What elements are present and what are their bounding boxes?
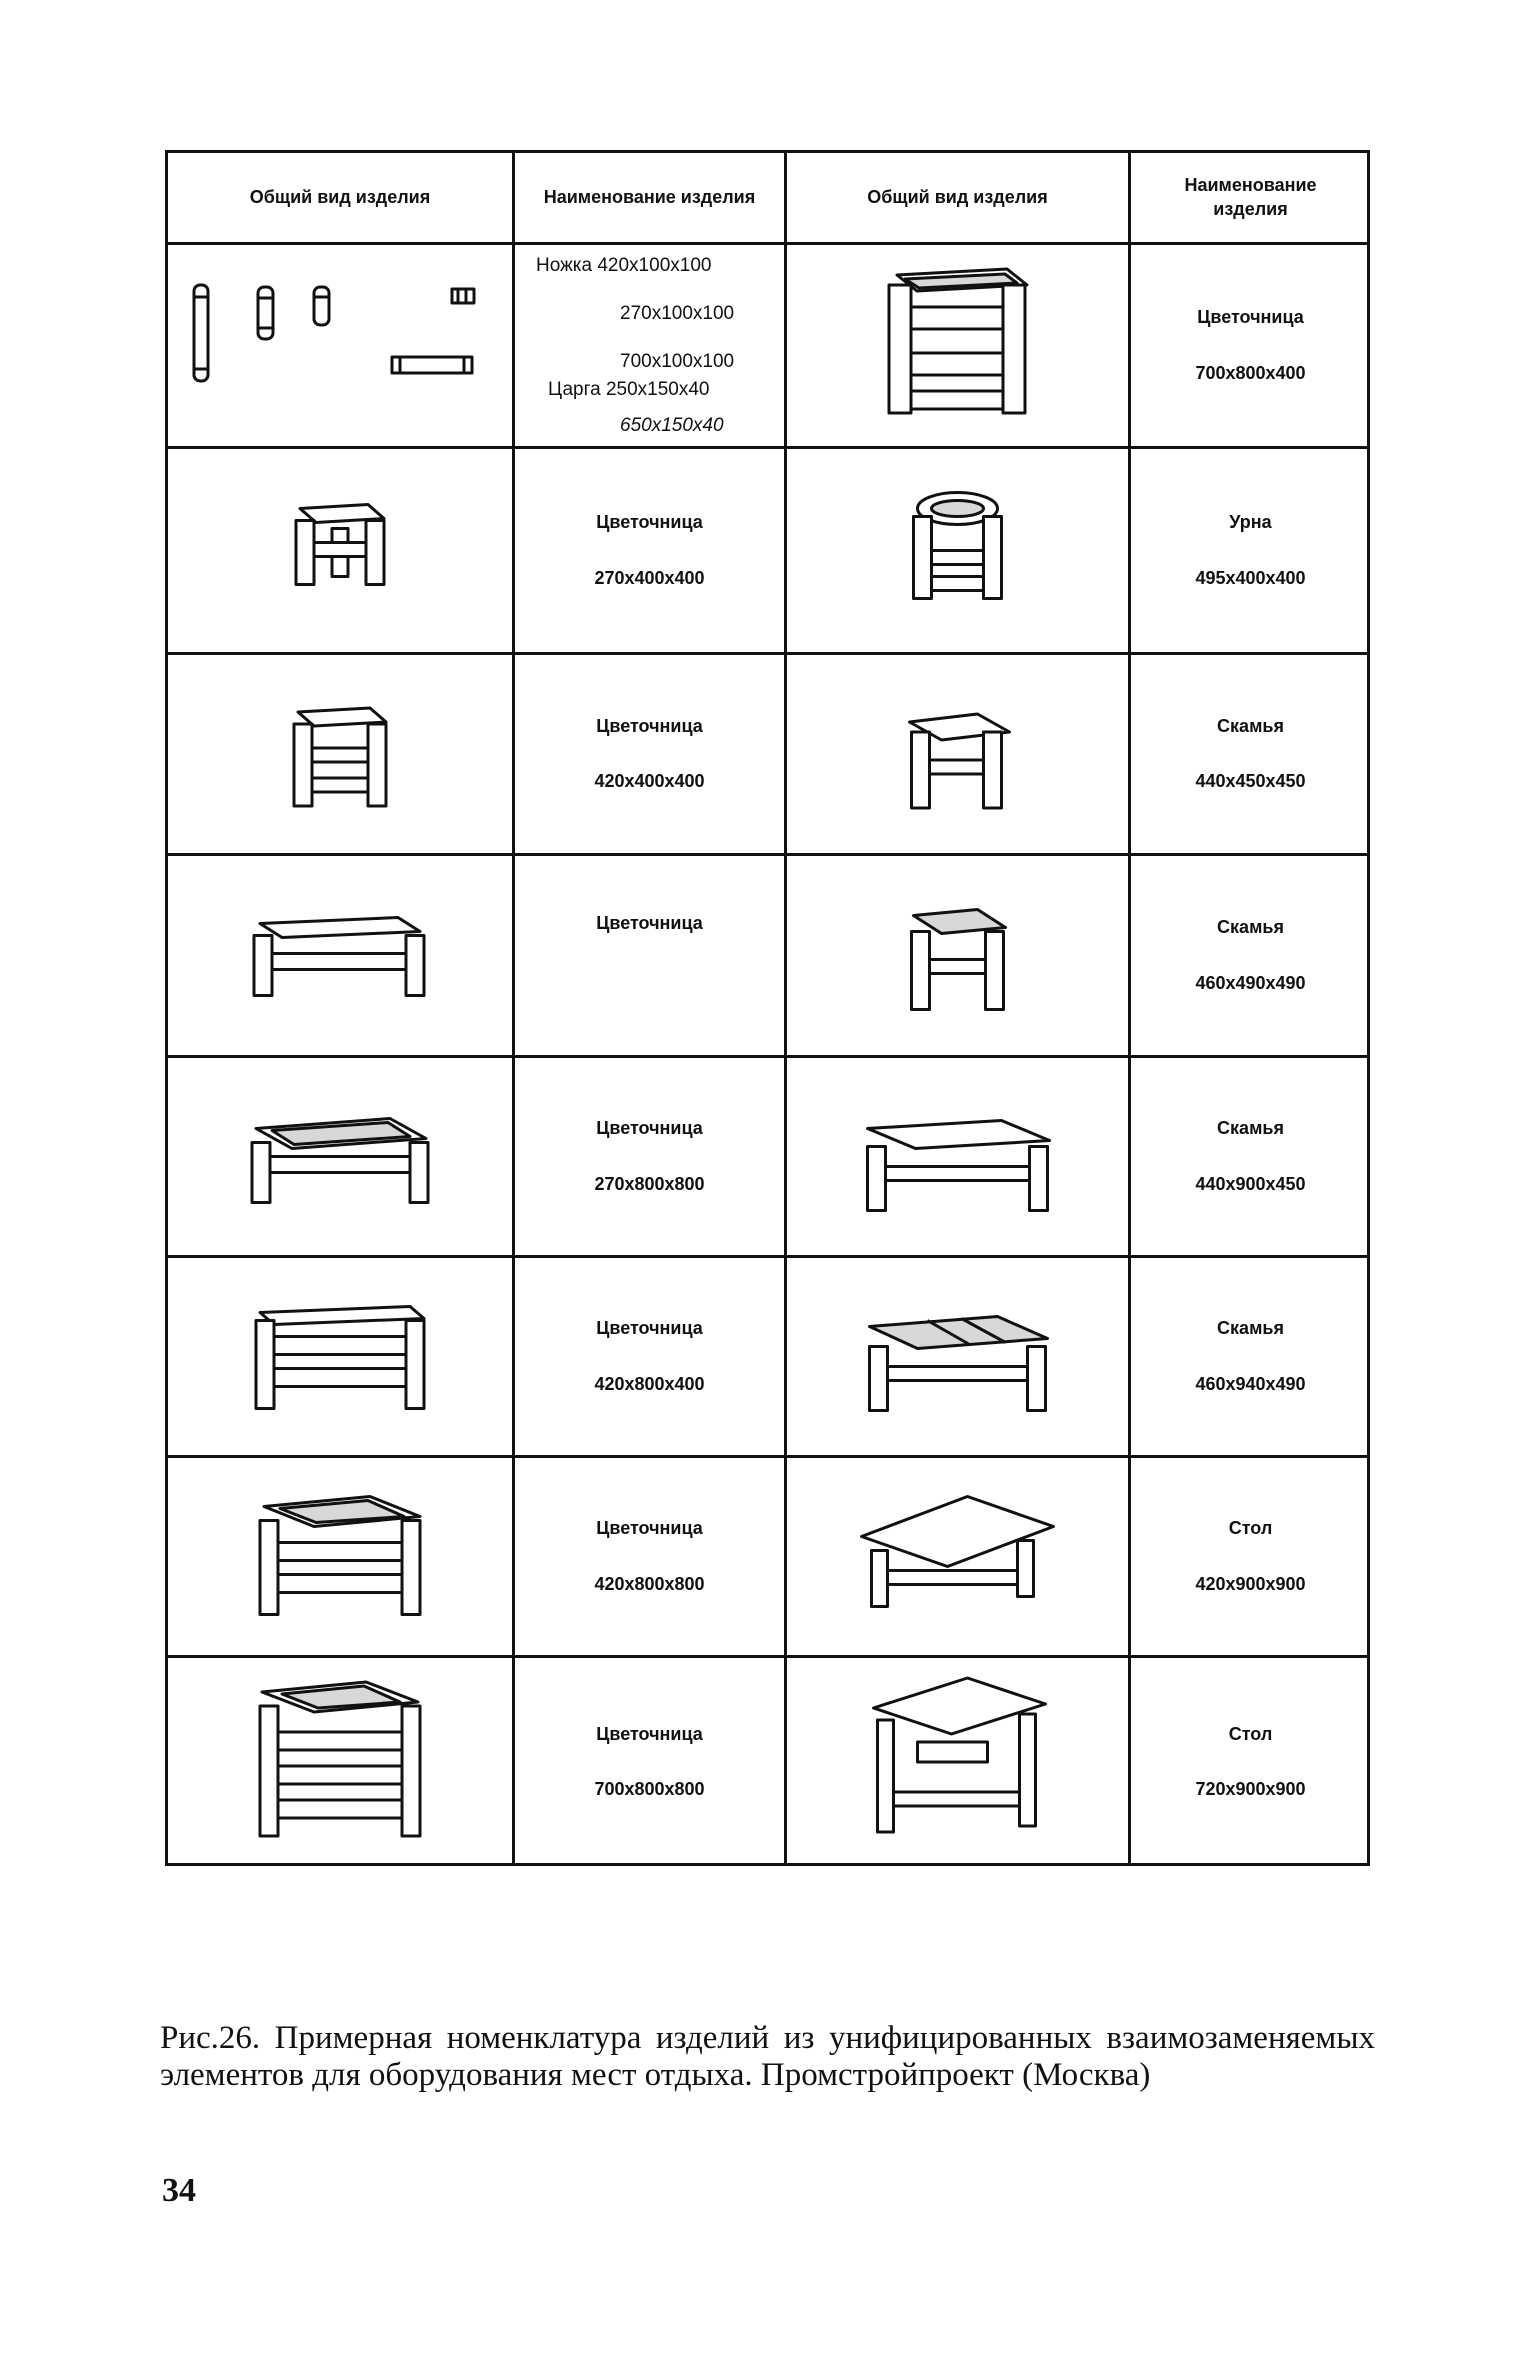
product-label: [1131, 245, 1370, 446]
products-table: [165, 150, 1370, 1866]
header-general-view: [168, 153, 512, 242]
part-rail-label: Царга 250х150х40: [548, 379, 710, 400]
product-size: 460х490х490: [1195, 972, 1306, 993]
product-label: [1131, 1058, 1370, 1255]
product-name: Цветочница: [596, 913, 703, 933]
header-label: Общий вид изделия: [249, 186, 431, 207]
product-size: 700х800х400: [1195, 362, 1306, 383]
product-size: 270х400х400: [594, 567, 705, 588]
product-label: [1131, 449, 1370, 652]
flowerpot-square-icon: [168, 1458, 512, 1655]
header-label: Общий вид изделия: [867, 186, 1048, 207]
page-number: 34: [162, 2172, 196, 2209]
header-general-view-2: [787, 153, 1128, 242]
flowerpot-tall-square-icon: [168, 1658, 512, 1866]
product-size: 420х800х800: [594, 1573, 705, 1594]
flowerpot-wide-icon: [168, 1058, 512, 1255]
product-name: Скамья: [1217, 1118, 1284, 1139]
part-size-label: 270х100х100: [620, 303, 735, 324]
part-size-label: 700х100х100: [620, 351, 735, 372]
product-size: 440х450х450: [1195, 771, 1306, 791]
bench-icon: [787, 1058, 1128, 1255]
product-label: [1131, 1258, 1370, 1455]
header-label: изделия: [1213, 198, 1288, 219]
product-label: [1131, 856, 1370, 1055]
part-leg-label: Ножка 420х100х100: [536, 255, 712, 276]
product-name: Стол: [1228, 1723, 1273, 1744]
product-label: [515, 655, 784, 853]
product-name: Цветочница: [596, 1118, 703, 1139]
product-name: Цветочница: [596, 1518, 703, 1539]
flowerpot-tall-long-icon: [787, 245, 1128, 446]
stool-cushion-icon: [787, 856, 1128, 1055]
product-name: Цветочница: [596, 1723, 703, 1744]
product-size: 270х800х800: [594, 1173, 705, 1194]
product-label: [515, 1458, 784, 1655]
product-name: Цветочница: [596, 715, 703, 736]
product-size: 720х900х900: [1195, 1779, 1306, 1799]
product-name: Урна: [1229, 512, 1272, 533]
flowerpot-trough-icon: [168, 1258, 512, 1455]
product-label: [515, 1658, 784, 1866]
table-low-icon: [787, 1458, 1128, 1655]
product-label: [515, 449, 784, 652]
header-product-name-2: [1131, 153, 1370, 242]
stool-icon: [787, 655, 1128, 853]
product-label: [1131, 655, 1370, 853]
part-size-label: 650х150х40: [620, 415, 724, 436]
urn-icon: [787, 449, 1128, 652]
product-name: Цветочница: [596, 512, 703, 533]
product-size: 460х940х490: [1195, 1373, 1306, 1394]
header-product-name: [515, 153, 784, 242]
table-high-icon: [787, 1658, 1128, 1866]
flowerpot-small-icon: [168, 449, 512, 652]
header-label: Наименование: [1184, 175, 1317, 196]
product-size: 495х400х400: [1195, 567, 1306, 588]
product-name: Скамья: [1217, 715, 1284, 736]
product-label: [515, 1058, 784, 1255]
flowerpot-long-icon: [168, 856, 512, 1055]
product-name: Скамья: [1217, 917, 1284, 938]
flowerpot-tall-icon: [168, 655, 512, 853]
product-label: [1131, 1458, 1370, 1655]
bench-cushion-icon: [787, 1258, 1128, 1455]
product-label: [515, 1258, 784, 1455]
product-name: Скамья: [1217, 1318, 1284, 1339]
product-size: 440х900х450: [1195, 1173, 1306, 1194]
product-name: Цветочница: [1197, 307, 1304, 328]
product-size: 420х900х900: [1195, 1573, 1306, 1594]
product-name: Стол: [1228, 1518, 1273, 1539]
product-size: 420х800х400: [594, 1373, 705, 1394]
parts-icon: [168, 245, 512, 446]
product-name: Цветочница: [596, 1318, 703, 1339]
product-label: [515, 856, 784, 1055]
product-size: 420х400х400: [594, 771, 705, 791]
figure-caption: Рис.26. Примерная номенклатура изделий из унифицированных взаимозаменяемых элементов для оборудования мест отдыха. Промстройпроект (Москва): [160, 2020, 1375, 2093]
product-size: 700х800х800: [594, 1779, 705, 1799]
product-label: [1131, 1658, 1370, 1866]
header-label: Наименование изделия: [543, 186, 756, 207]
